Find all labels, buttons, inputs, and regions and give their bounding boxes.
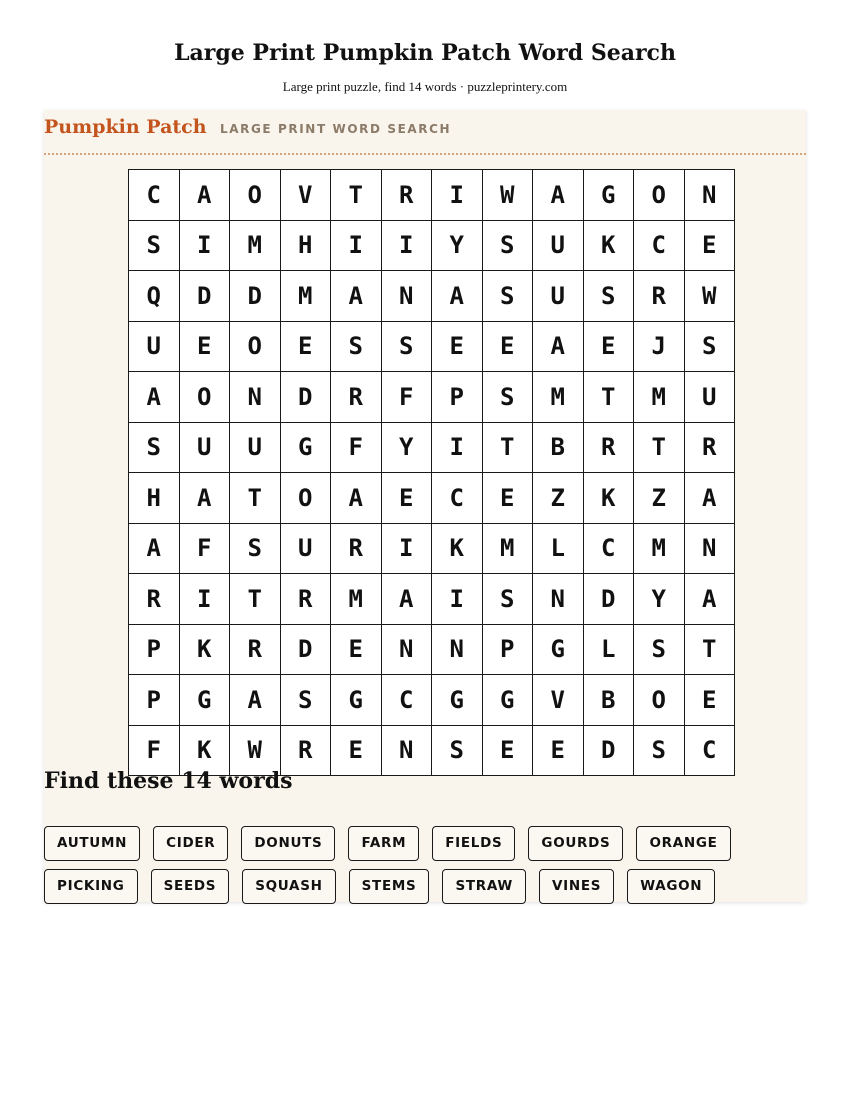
grid-cell[interactable]: O: [634, 170, 685, 221]
grid-cell[interactable]: R: [583, 422, 634, 473]
grid-cell[interactable]: W: [684, 271, 735, 322]
grid-row: [129, 271, 735, 322]
grid-cell[interactable]: A: [179, 170, 230, 221]
grid-cell[interactable]: G: [583, 170, 634, 221]
grid-cell[interactable]: Q: [129, 271, 180, 322]
grid-cell[interactable]: S: [432, 725, 483, 776]
grid-row: [129, 422, 735, 473]
grid-cell[interactable]: T: [230, 473, 281, 524]
grid-cell[interactable]: S: [634, 725, 685, 776]
grid-cell[interactable]: T: [634, 422, 685, 473]
grid-cell[interactable]: B: [583, 675, 634, 726]
word-chip[interactable]: STRAW: [442, 869, 526, 904]
grid-cell[interactable]: S: [230, 523, 281, 574]
grid-cell[interactable]: S: [684, 321, 735, 372]
grid-cell[interactable]: A: [381, 574, 432, 625]
grid-cell[interactable]: Y: [634, 574, 685, 625]
grid-cell[interactable]: A: [230, 675, 281, 726]
word-chip[interactable]: ORANGE: [636, 826, 730, 861]
grid-cell[interactable]: E: [482, 725, 533, 776]
grid-cell[interactable]: J: [634, 321, 685, 372]
grid-cell[interactable]: E: [280, 321, 331, 372]
grid-cell[interactable]: G: [331, 675, 382, 726]
word-chip[interactable]: STEMS: [349, 869, 430, 904]
grid-cell[interactable]: K: [583, 220, 634, 271]
grid-cell[interactable]: P: [432, 372, 483, 423]
grid-cell[interactable]: G: [533, 624, 584, 675]
grid-cell[interactable]: K: [432, 523, 483, 574]
grid-cell[interactable]: T: [230, 574, 281, 625]
grid-cell[interactable]: O: [179, 372, 230, 423]
grid-cell[interactable]: P: [482, 624, 533, 675]
word-list-row: [44, 869, 715, 904]
grid-cell[interactable]: T: [684, 624, 735, 675]
grid-cell[interactable]: C: [583, 523, 634, 574]
grid-cell[interactable]: A: [432, 271, 483, 322]
grid-cell[interactable]: O: [230, 170, 281, 221]
word-chip[interactable]: AUTUMN: [44, 826, 140, 861]
grid-cell[interactable]: Y: [381, 422, 432, 473]
grid-cell[interactable]: C: [129, 170, 180, 221]
word-chip[interactable]: CIDER: [153, 826, 228, 861]
grid-cell[interactable]: I: [331, 220, 382, 271]
grid-cell[interactable]: R: [129, 574, 180, 625]
puzzle-card: [44, 110, 806, 902]
grid-cell[interactable]: O: [280, 473, 331, 524]
grid-cell[interactable]: E: [179, 321, 230, 372]
grid-cell[interactable]: G: [432, 675, 483, 726]
grid-cell[interactable]: O: [634, 675, 685, 726]
grid-cell[interactable]: K: [179, 624, 230, 675]
grid-cell[interactable]: U: [533, 220, 584, 271]
grid-row: [129, 372, 735, 423]
grid-cell[interactable]: U: [129, 321, 180, 372]
word-chip[interactable]: DONUTS: [241, 826, 335, 861]
grid-cell[interactable]: W: [230, 725, 281, 776]
grid-cell[interactable]: I: [381, 220, 432, 271]
grid-cell[interactable]: R: [331, 523, 382, 574]
grid-row: [129, 675, 735, 726]
card-header: [44, 110, 806, 155]
grid-cell[interactable]: A: [331, 473, 382, 524]
grid-cell[interactable]: F: [331, 422, 382, 473]
grid-cell[interactable]: Y: [432, 220, 483, 271]
grid-cell[interactable]: U: [179, 422, 230, 473]
grid-cell[interactable]: D: [583, 725, 634, 776]
grid-cell[interactable]: U: [230, 422, 281, 473]
grid-cell[interactable]: E: [533, 725, 584, 776]
grid-cell[interactable]: S: [280, 675, 331, 726]
grid-cell[interactable]: V: [533, 675, 584, 726]
grid-cell[interactable]: K: [179, 725, 230, 776]
page-subtitle: Large print puzzle, find 14 words · puzzleprintery.com: [282, 79, 568, 94]
grid-cell[interactable]: S: [129, 422, 180, 473]
grid-cell[interactable]: S: [482, 271, 533, 322]
grid-cell[interactable]: D: [280, 624, 331, 675]
grid-cell[interactable]: C: [634, 220, 685, 271]
grid-cell[interactable]: P: [129, 624, 180, 675]
grid-cell[interactable]: E: [482, 321, 533, 372]
word-chip[interactable]: SQUASH: [242, 869, 335, 904]
grid-cell[interactable]: L: [533, 523, 584, 574]
card-kicker: LARGE PRINT WORD SEARCH: [220, 122, 452, 136]
grid-cell[interactable]: D: [230, 271, 281, 322]
grid-row: [129, 523, 735, 574]
word-chip[interactable]: GOURDS: [528, 826, 623, 861]
grid-cell[interactable]: M: [331, 574, 382, 625]
grid-cell[interactable]: T: [331, 170, 382, 221]
grid-cell[interactable]: B: [533, 422, 584, 473]
grid-cell[interactable]: U: [280, 523, 331, 574]
grid-cell[interactable]: M: [634, 523, 685, 574]
grid-cell[interactable]: F: [381, 372, 432, 423]
grid-cell[interactable]: E: [381, 473, 432, 524]
grid-cell[interactable]: R: [230, 624, 281, 675]
grid-cell[interactable]: A: [129, 523, 180, 574]
grid-cell[interactable]: H: [129, 473, 180, 524]
grid-cell[interactable]: N: [381, 271, 432, 322]
grid-cell[interactable]: R: [331, 372, 382, 423]
grid-cell[interactable]: I: [381, 523, 432, 574]
grid-cell[interactable]: S: [482, 574, 533, 625]
card-title: Pumpkin Patch: [44, 116, 207, 138]
word-chip[interactable]: FARM: [348, 826, 419, 861]
grid-cell[interactable]: E: [331, 624, 382, 675]
grid-cell[interactable]: E: [684, 220, 735, 271]
grid-cell[interactable]: G: [280, 422, 331, 473]
word-chip[interactable]: WAGON: [627, 869, 715, 904]
grid-row: [129, 220, 735, 271]
grid-cell[interactable]: U: [684, 372, 735, 423]
grid-cell[interactable]: M: [280, 271, 331, 322]
grid-cell[interactable]: I: [432, 422, 483, 473]
grid-cell[interactable]: T: [482, 422, 533, 473]
grid-cell[interactable]: U: [533, 271, 584, 322]
grid-cell[interactable]: O: [230, 321, 281, 372]
grid-cell[interactable]: R: [381, 170, 432, 221]
grid-cell[interactable]: S: [331, 321, 382, 372]
grid-cell[interactable]: M: [482, 523, 533, 574]
grid-cell[interactable]: W: [482, 170, 533, 221]
grid-cell[interactable]: S: [129, 220, 180, 271]
grid-cell[interactable]: A: [331, 271, 382, 322]
grid-cell[interactable]: C: [381, 675, 432, 726]
word-chip[interactable]: VINES: [539, 869, 614, 904]
grid-cell[interactable]: K: [583, 473, 634, 524]
grid-cell[interactable]: S: [482, 220, 533, 271]
grid-cell[interactable]: S: [634, 624, 685, 675]
grid-cell[interactable]: H: [280, 220, 331, 271]
grid-cell[interactable]: S: [381, 321, 432, 372]
grid-cell[interactable]: A: [533, 321, 584, 372]
grid-cell[interactable]: G: [179, 675, 230, 726]
grid-cell[interactable]: Z: [634, 473, 685, 524]
grid-cell[interactable]: N: [381, 725, 432, 776]
letter-grid: [128, 169, 735, 776]
word-chip[interactable]: SEEDS: [151, 869, 230, 904]
grid-cell[interactable]: M: [533, 372, 584, 423]
grid-cell[interactable]: P: [129, 675, 180, 726]
word-list-heading: Find these 14 words: [44, 768, 293, 794]
grid-cell[interactable]: S: [482, 372, 533, 423]
word-list-row: [44, 826, 731, 861]
grid-cell[interactable]: I: [432, 170, 483, 221]
grid-cell[interactable]: E: [331, 725, 382, 776]
grid-cell[interactable]: N: [684, 170, 735, 221]
grid-cell[interactable]: R: [634, 271, 685, 322]
grid-cell[interactable]: N: [684, 523, 735, 574]
grid-cell[interactable]: E: [583, 321, 634, 372]
grid-cell[interactable]: M: [634, 372, 685, 423]
grid-cell[interactable]: S: [583, 271, 634, 322]
grid-cell[interactable]: E: [482, 473, 533, 524]
grid-cell[interactable]: Z: [533, 473, 584, 524]
grid-cell[interactable]: L: [583, 624, 634, 675]
grid-cell[interactable]: A: [533, 170, 584, 221]
grid-cell[interactable]: C: [684, 725, 735, 776]
grid-cell[interactable]: C: [432, 473, 483, 524]
grid-cell[interactable]: A: [179, 473, 230, 524]
grid-cell[interactable]: F: [179, 523, 230, 574]
grid-cell[interactable]: I: [179, 220, 230, 271]
grid-row: [129, 574, 735, 625]
grid-cell[interactable]: A: [129, 372, 180, 423]
grid-cell[interactable]: M: [230, 220, 281, 271]
grid-cell[interactable]: N: [381, 624, 432, 675]
grid-cell[interactable]: N: [230, 372, 281, 423]
grid-row: [129, 473, 735, 524]
grid-cell[interactable]: R: [280, 574, 331, 625]
grid-cell[interactable]: I: [179, 574, 230, 625]
grid-row: [129, 624, 735, 675]
grid-cell[interactable]: F: [129, 725, 180, 776]
grid-cell[interactable]: D: [280, 372, 331, 423]
grid-cell[interactable]: D: [179, 271, 230, 322]
grid-cell[interactable]: A: [684, 473, 735, 524]
word-chip[interactable]: PICKING: [44, 869, 138, 904]
grid-cell[interactable]: D: [583, 574, 634, 625]
grid-cell[interactable]: V: [280, 170, 331, 221]
grid-cell[interactable]: R: [684, 422, 735, 473]
grid-cell[interactable]: R: [280, 725, 331, 776]
grid-row: [129, 170, 735, 221]
grid-cell[interactable]: N: [533, 574, 584, 625]
grid-row: [129, 321, 735, 372]
grid-cell[interactable]: T: [583, 372, 634, 423]
word-chip[interactable]: FIELDS: [432, 826, 515, 861]
grid-cell[interactable]: N: [432, 624, 483, 675]
grid-cell[interactable]: I: [432, 574, 483, 625]
grid-cell[interactable]: G: [482, 675, 533, 726]
page-title: Large Print Pumpkin Patch Word Search: [174, 40, 676, 66]
grid-cell[interactable]: E: [684, 675, 735, 726]
grid-cell[interactable]: E: [432, 321, 483, 372]
grid-cell[interactable]: A: [684, 574, 735, 625]
